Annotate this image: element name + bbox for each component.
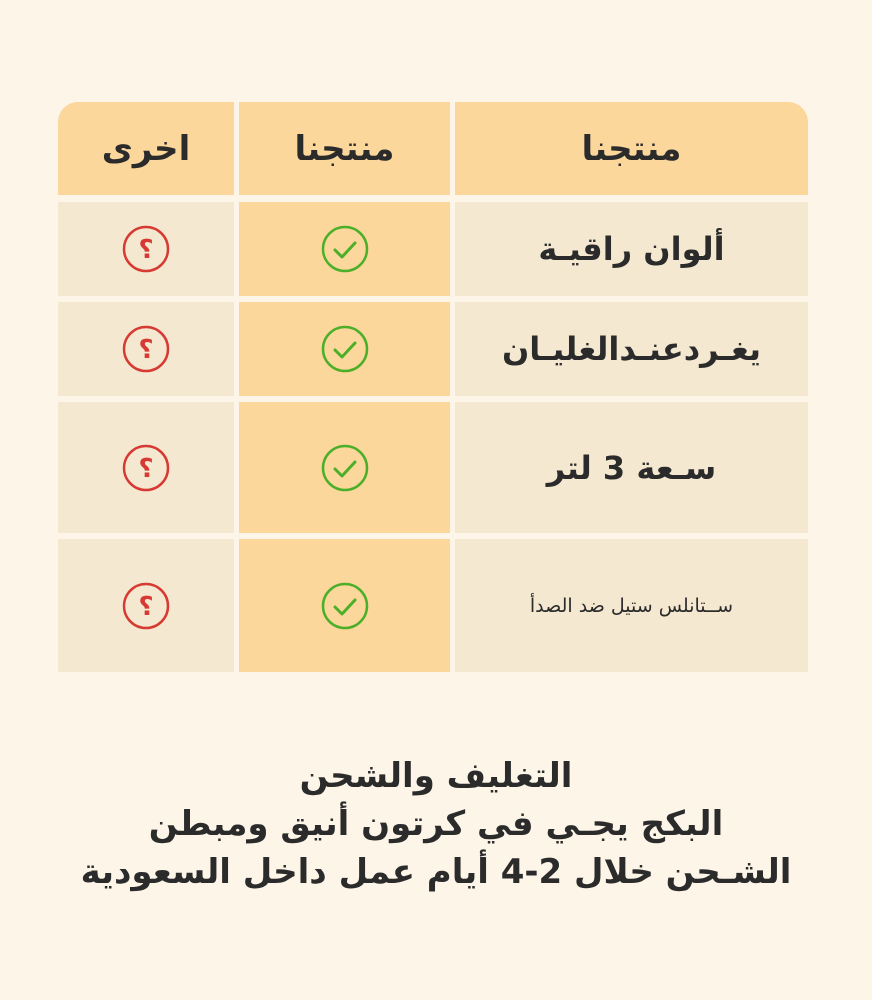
header-feature-label: منتجنا <box>581 128 682 169</box>
svg-text:؟: ؟ <box>138 235 154 265</box>
row3-feature-label: سـعة 3 لتر <box>546 448 717 487</box>
row3-ours <box>239 402 450 533</box>
check-icon <box>320 224 370 274</box>
packaging-line: البكج يجـي في كرتون أنيق ومبطن <box>148 804 724 844</box>
row4-feature <box>455 539 808 672</box>
row2-others <box>58 302 234 396</box>
row2-feature-label: يغـردعنـدالغليـان <box>501 330 762 368</box>
row1-ours <box>239 202 450 296</box>
row3-feature <box>455 402 808 533</box>
shipping-info <box>0 752 872 896</box>
header-feature <box>455 102 808 195</box>
check-icon <box>320 324 370 374</box>
question-icon <box>121 224 171 274</box>
check-icon <box>320 581 370 631</box>
comparison-table <box>58 102 808 672</box>
row2-ours <box>239 302 450 396</box>
question-icon <box>121 443 171 493</box>
row3-others <box>58 402 234 533</box>
header-others <box>58 102 234 195</box>
row2-feature <box>455 302 808 396</box>
shipping-time-line: الشـحن خلال 2-4 أيام عمل داخل السعودية <box>80 852 792 892</box>
check-icon <box>320 443 370 493</box>
question-icon <box>121 324 171 374</box>
question-icon <box>121 581 171 631</box>
svg-text:؟: ؟ <box>138 335 154 365</box>
row1-others <box>58 202 234 296</box>
row4-ours <box>239 539 450 672</box>
header-ours <box>239 102 450 195</box>
row4-feature-label: ســتانلس ستيل ضد الصدأ <box>529 594 734 617</box>
header-others-label: اخرى <box>101 128 191 169</box>
svg-text:؟: ؟ <box>138 591 154 622</box>
svg-text:؟: ؟ <box>138 453 154 484</box>
row1-feature-label: ألوان راقيـة <box>538 230 725 268</box>
shipping-title: التغليف والشحن <box>299 756 573 796</box>
header-ours-label: منتجنا <box>294 128 395 169</box>
row1-feature <box>455 202 808 296</box>
row4-others <box>58 539 234 672</box>
